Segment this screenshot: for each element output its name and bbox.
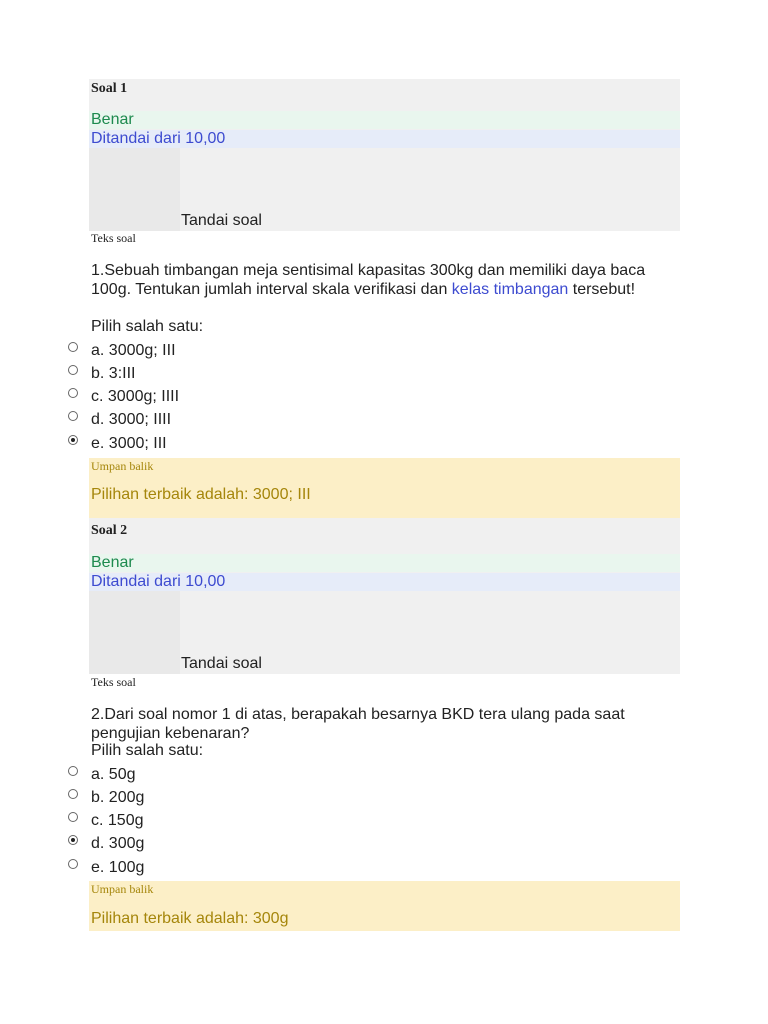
feedback-label: Umpan balik bbox=[91, 882, 154, 896]
question-info bbox=[89, 79, 680, 231]
question-text-main: 1.Sebuah timbangan meja sentisimal kapasitas 300kg dan memiliki daya baca 100g. Tentukan jumlah interval skala verifikasi dan bbox=[91, 262, 646, 298]
question-number: Soal 2 bbox=[91, 523, 128, 538]
question-state: Benar bbox=[89, 554, 680, 572]
radio-button[interactable] bbox=[68, 859, 78, 869]
question-text bbox=[91, 261, 671, 299]
radio-button[interactable] bbox=[68, 766, 78, 776]
option-label[interactable]: b. 200g bbox=[91, 789, 145, 806]
option-label[interactable]: a. 3000g; III bbox=[91, 342, 176, 359]
question-text-end: tersebut! bbox=[568, 281, 636, 298]
option-label[interactable]: c. 150g bbox=[91, 812, 144, 829]
option-label[interactable]: d. 300g bbox=[91, 835, 145, 852]
radio-button[interactable] bbox=[68, 342, 78, 352]
question-grade: Ditandai dari 10,00 bbox=[89, 130, 680, 148]
question-grade: Ditandai dari 10,00 bbox=[89, 573, 680, 591]
feedback-text: Pilihan terbaik adalah: 300g bbox=[91, 910, 289, 927]
radio-button[interactable] bbox=[68, 388, 78, 398]
feedback-text: Pilihan terbaik adalah: 3000; III bbox=[91, 486, 311, 503]
question-info bbox=[89, 518, 680, 674]
question-text-label: Teks soal bbox=[91, 675, 136, 689]
question-number: Soal 1 bbox=[91, 81, 128, 96]
answer-prompt: Pilih salah satu: bbox=[91, 742, 204, 759]
radio-button-selected[interactable] bbox=[68, 835, 78, 845]
question-text-label: Teks soal bbox=[91, 231, 136, 245]
flag-question-link[interactable]: Tandai soal bbox=[181, 655, 262, 672]
flag-icon[interactable] bbox=[89, 591, 180, 674]
radio-button-selected[interactable] bbox=[68, 435, 78, 445]
flag-icon[interactable] bbox=[89, 148, 180, 231]
radio-button[interactable] bbox=[68, 812, 78, 822]
option-label[interactable]: c. 3000g; IIII bbox=[91, 388, 180, 405]
question-text-main: 2.Dari soal nomor 1 di atas, berapakah besarnya BKD tera ulang pada saat pengujian kebenaran? bbox=[91, 706, 625, 742]
question-text-highlight: kelas timbangan bbox=[451, 281, 569, 298]
radio-button[interactable] bbox=[68, 789, 78, 799]
feedback-label: Umpan balik bbox=[91, 459, 154, 473]
radio-button[interactable] bbox=[68, 365, 78, 375]
option-label[interactable]: e. 100g bbox=[91, 859, 145, 876]
flag-question-link[interactable]: Tandai soal bbox=[181, 212, 262, 229]
radio-button[interactable] bbox=[68, 411, 78, 421]
feedback-box bbox=[89, 881, 680, 931]
question-state: Benar bbox=[89, 111, 680, 129]
answer-prompt: Pilih salah satu: bbox=[91, 318, 204, 335]
option-label[interactable]: b. 3:III bbox=[91, 365, 136, 382]
question-text bbox=[91, 705, 671, 743]
option-label[interactable]: a. 50g bbox=[91, 766, 136, 783]
feedback-box bbox=[89, 458, 680, 518]
option-label[interactable]: e. 3000; III bbox=[91, 435, 167, 452]
option-label[interactable]: d. 3000; IIII bbox=[91, 411, 172, 428]
